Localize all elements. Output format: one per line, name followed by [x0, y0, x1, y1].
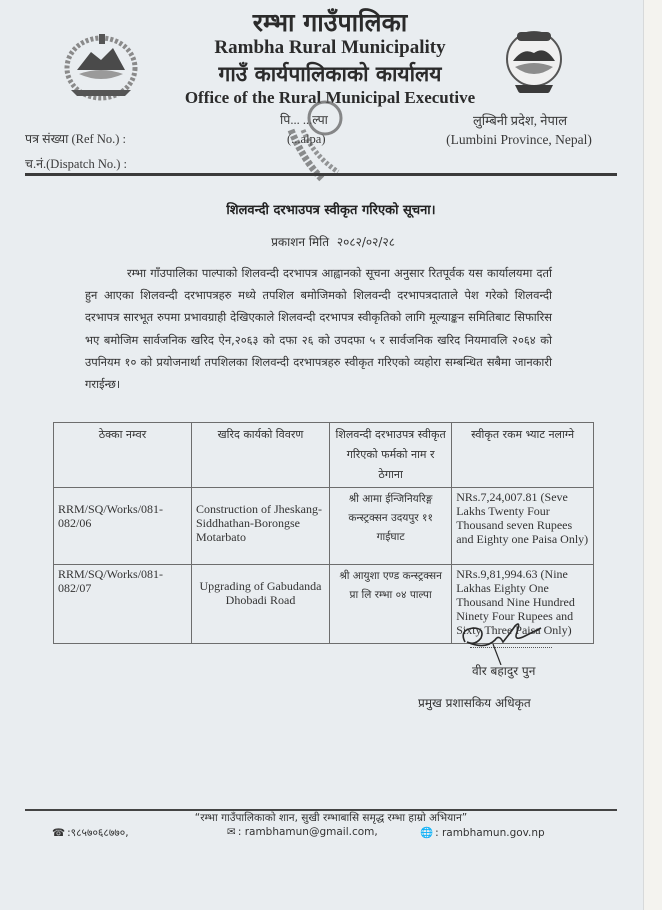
- footer-slogan: “रम्भा गाउँपालिकाको शान, सुखी रम्भाबासि समृद्ध रम्भा हाम्रो अभियान”: [194, 812, 468, 824]
- signature-line: [470, 647, 552, 648]
- footer-phone: [52, 826, 129, 840]
- ref-number-label: पत्र संख्या (Ref No.) :: [25, 132, 126, 146]
- footer-website: [420, 826, 545, 839]
- dispatch-number-label: च.नं.(Dispatch No.) :: [25, 157, 128, 171]
- table-row: [54, 488, 594, 565]
- header-amount: स्वीकृत रकम भ्याट नलाग्ने: [452, 423, 594, 488]
- firm-name-address: श्री आयुशा एण्ड कन्स्ट्रक्सन प्रा लि रम्भा ०४ पाल्पा: [330, 565, 452, 644]
- globe-icon: 🌐: [420, 827, 434, 839]
- publication-date: [0, 233, 662, 250]
- municipality-logo-icon: [503, 25, 565, 97]
- signature-icon: [455, 620, 545, 665]
- approved-amount: NRs.7,24,007.81 (Seve Lakhs Twenty Four Thousand seven Rupees and Eighty one Paisa Only): [452, 488, 594, 565]
- signer-title: प्रमुख प्रशासकिय अधिकृत: [418, 696, 531, 710]
- municipality-name-en: Rambha Rural Municipality: [214, 37, 446, 58]
- province-en: (Lumbini Province, Nepal): [446, 132, 592, 147]
- office-address-np: पि... ...ल्पा: [280, 113, 328, 127]
- notice-body: रम्भा गाँउपालिका पाल्पाको शिलवन्दी दरभापत्र आह्वानको सूचना अनुसार रितपूर्वक यस कार्यालयमा दर्ता हुन आएका शिलवन्दी दरभापत्रहरु मध्ये तपशिल बमोजिमको शिलवन्दी दरभापत्रदाताले पेश गरेको शिलवन्दी दरभापत्र सारभूत रुपमा प्रभावग्राही देखिएकाले शिलवन्दी दरभापत्र स्वीकृतिको लागि मूल्याङ्कन समितिबाट सिफारिस भए बमोजिम सार्वजनिक खरिद ऐन,२०६३ को दफा २६ को उपदफा ५ र सार्वजनिक खरिद नियमावलि २०६४ को उपनियम १० को प्रयोजनार्था तपशिलका शिलवन्दी दरभापत्रहरु स्वीकृत गरिएको व्यहोरा सम्बन्धित सबैमा जानकारी गराईन्छ।: [85, 266, 552, 392]
- header-firm: शिलवन्दी दरभाउपत्र स्वीकृत गरिएको फर्मको नाम र ठेगाना: [330, 423, 452, 488]
- header-description: खरिद कार्यको विवरण: [191, 423, 329, 488]
- page-edge: [643, 0, 662, 910]
- header-divider: [25, 173, 617, 176]
- publication-date-label: प्रकाशन मिति: [271, 235, 330, 249]
- office-name-np: गाउँ कार्यपालिकाको कार्यालय: [218, 62, 442, 86]
- signer-name: वीर बहादुर पुन: [472, 664, 536, 678]
- website-url[interactable]: : rambhamun.gov.np: [435, 827, 545, 839]
- municipality-name-np: रम्भा गाउँपालिका: [252, 8, 408, 37]
- contract-no: RRM/SQ/Works/081-082/06: [54, 488, 192, 565]
- firm-name-address: श्री आमा ईन्जिनियरिङ्ग कन्स्ट्रक्सन उदयपुर ११ गाईघाट: [330, 488, 452, 565]
- office-address-en: (...alpa): [287, 132, 326, 146]
- work-description: Upgrading of Gabudanda Dhobadi Road: [191, 565, 329, 644]
- contract-no: RRM/SQ/Works/081-082/07: [54, 565, 192, 644]
- table-header-row: [54, 423, 594, 488]
- phone-number: :९८५७०६८७७०,: [67, 827, 129, 839]
- header-contract-no: ठेक्का नम्वर: [54, 423, 192, 488]
- publication-date-value: २०८२/०२/२८: [336, 235, 395, 249]
- office-name-en: Office of the Rural Municipal Executive: [184, 88, 476, 107]
- approved-amount: NRs.9,81,994.63 (Nine Lakhas Eighty One Thousand Nine Hundred Ninety Four Rupees and Sixty Three Paisa Only): [452, 565, 594, 644]
- accepted-bids-table: [53, 422, 594, 644]
- work-description: Construction of Jheskang-Siddhathan-Borongse Motarbato: [191, 488, 329, 565]
- notice-title: शिलवन्दी दरभाउपत्र स्वीकृत गरिएको सूचना।: [226, 203, 436, 218]
- telephone-icon: ☎: [52, 827, 66, 839]
- footer-email: [227, 826, 378, 838]
- email-address[interactable]: : rambhamun@gmail.com,: [237, 826, 378, 838]
- province-np: लुम्बिनी प्रदेश, नेपाल: [472, 113, 568, 128]
- nepal-emblem-icon: [55, 30, 147, 102]
- envelope-icon: ✉: [227, 826, 236, 838]
